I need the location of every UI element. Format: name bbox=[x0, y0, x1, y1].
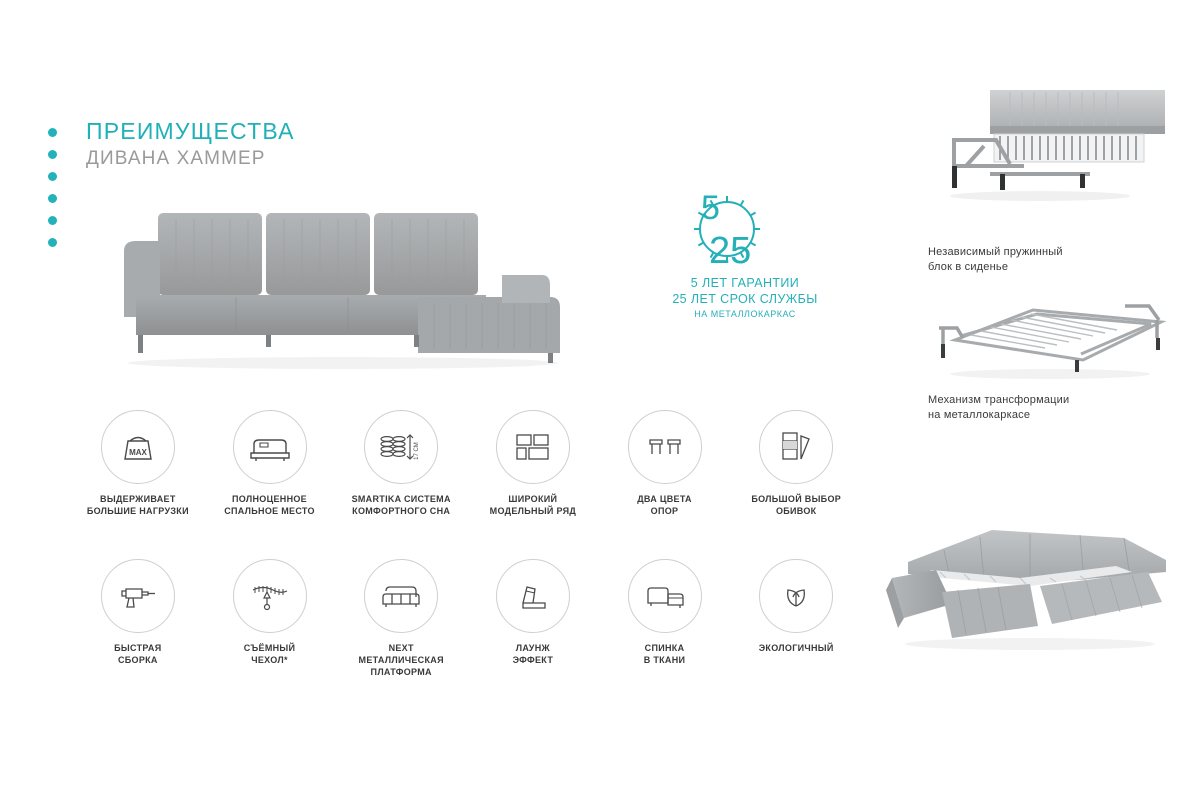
feature-item-spring bbox=[335, 410, 467, 517]
feature-label: БЫСТРАЯ СБОРКА bbox=[114, 643, 162, 665]
feature-item-lounge bbox=[467, 559, 599, 678]
features-row-2 bbox=[72, 559, 862, 678]
sofa-platform-icon bbox=[364, 559, 438, 633]
feature-label: SMARTIKA СИСТЕМА КОМФОРТНОГО СНА bbox=[351, 494, 451, 516]
feature-label: ПОЛНОЦЕННОЕ СПАЛЬНОЕ МЕСТО bbox=[224, 494, 315, 516]
spring-block-photo bbox=[930, 90, 1165, 205]
features-row-1 bbox=[72, 410, 862, 517]
feature-item-cover bbox=[204, 559, 336, 678]
feature-item-platform bbox=[335, 559, 467, 678]
transform-mechanism-caption: Механизм трансформации на металлокаркасе bbox=[928, 394, 1070, 421]
eco-leaf-icon bbox=[759, 559, 833, 633]
warranty-number-top: 5 bbox=[701, 189, 720, 227]
feature-item-assembly bbox=[72, 559, 204, 678]
drill-icon bbox=[101, 559, 175, 633]
feature-item-fabrics bbox=[730, 410, 862, 517]
feature-item-legs bbox=[599, 410, 731, 517]
spring-block-caption: Независимый пружинный блок в сиденье bbox=[928, 246, 1063, 273]
warranty-badge bbox=[655, 185, 835, 319]
fabric-swatch-icon bbox=[759, 410, 833, 484]
backrest-fabric-icon bbox=[628, 559, 702, 633]
feature-label: NEXT МЕТАЛЛИЧЕСКАЯ ПЛАТФОРМА bbox=[358, 643, 444, 677]
modules-icon bbox=[496, 410, 570, 484]
feature-item-weight bbox=[72, 410, 204, 517]
feature-label: ЛАУНЖ ЭФФЕКТ bbox=[512, 643, 554, 665]
feature-item-eco bbox=[730, 559, 862, 678]
max-label: MAX bbox=[128, 448, 147, 457]
page-title-line2: ДИВАНА ХАММЕР bbox=[86, 148, 266, 169]
feature-item-bed bbox=[204, 410, 336, 517]
spring-height-label: 17 СМ bbox=[414, 442, 421, 460]
page-title-line1: ПРЕИМУЩЕСТВА bbox=[86, 118, 295, 144]
warranty-number-bottom: 25 bbox=[709, 230, 752, 272]
feature-label: СПИНКА В ТКАНИ bbox=[643, 643, 686, 665]
warranty-line-1: 5 ЛЕТ ГАРАНТИИ bbox=[690, 276, 800, 290]
opened-sofa-photo bbox=[880, 520, 1170, 650]
features-grid bbox=[72, 410, 862, 678]
feature-item-backrest bbox=[599, 559, 731, 678]
bed-icon bbox=[233, 410, 307, 484]
spring-height-icon bbox=[364, 410, 438, 484]
feature-label: СЪЁМНЫЙ ЧЕХОЛ* bbox=[243, 643, 296, 665]
feature-label: ШИРОКИЙ МОДЕЛЬНЫЙ РЯД bbox=[489, 494, 577, 516]
feature-label: ЭКОЛОГИЧНЫЙ bbox=[758, 643, 834, 653]
transform-mechanism-photo bbox=[925, 288, 1170, 378]
lounge-icon bbox=[496, 559, 570, 633]
warranty-line-2: 25 ЛЕТ СРОК СЛУЖБЫ bbox=[672, 292, 818, 306]
decorative-dots bbox=[48, 128, 57, 260]
warranty-gear-graphic bbox=[655, 185, 835, 275]
feature-label: ВЫДЕРЖИВАЕТ БОЛЬШИЕ НАГРУЗКИ bbox=[86, 494, 189, 516]
legs-icon bbox=[628, 410, 702, 484]
feature-label: БОЛЬШОЙ ВЫБОР ОБИВОК bbox=[751, 494, 842, 516]
page-title bbox=[86, 118, 295, 171]
weight-max-icon bbox=[101, 410, 175, 484]
main-sofa-illustration bbox=[118, 205, 578, 375]
feature-item-models bbox=[467, 410, 599, 517]
zipper-icon bbox=[233, 559, 307, 633]
feature-label: ДВА ЦВЕТА ОПОР bbox=[637, 494, 692, 516]
warranty-line-3: НА МЕТАЛЛОКАРКАС bbox=[694, 309, 796, 319]
